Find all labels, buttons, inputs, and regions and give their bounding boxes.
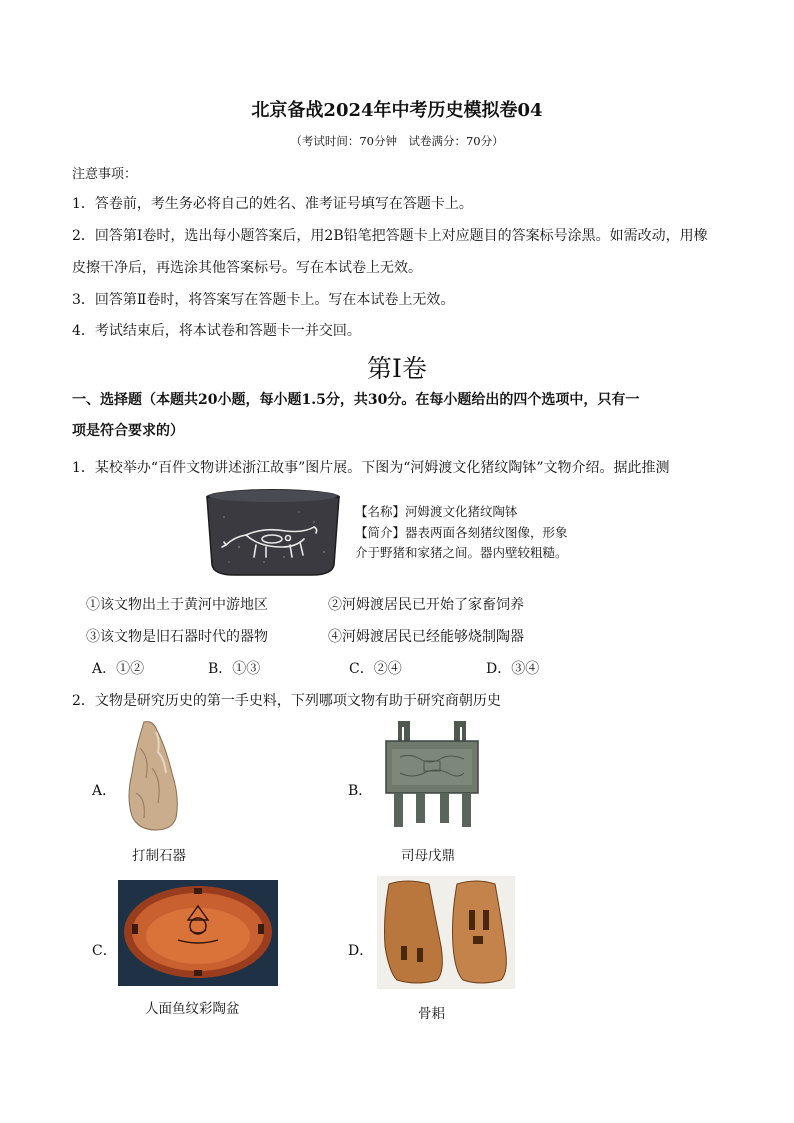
painted-pottery-basin-image: [118, 880, 278, 986]
q2-choice-a-caption: 打制石器: [132, 848, 186, 864]
q1-option-a[interactable]: A．①②: [92, 661, 145, 677]
q2-choice-b-letter[interactable]: B．: [348, 783, 373, 799]
notice-heading: 注意事项：: [72, 167, 138, 182]
section-intro-line-2: 项是符合要求的）: [72, 423, 184, 439]
q1-statement-2: ②河姆渡居民已开始了家畜饲养: [328, 597, 524, 613]
exam-title: 北京备战2024年中考历史模拟卷04: [251, 100, 543, 121]
q1-statement-1: ①该文物出土于黄河中游地区: [86, 597, 268, 613]
q1-option-b[interactable]: B．①③: [208, 661, 261, 677]
pig-pattern-pottery-bowl-image: [204, 487, 342, 577]
bone-spade-image: [377, 876, 515, 989]
q1-card-intro-1: 【简介】器表两面各刻猪纹图像，形象: [355, 525, 568, 540]
section-title: 第Ⅰ卷: [367, 354, 427, 383]
simuwu-ding-image: [380, 719, 484, 831]
q2-choice-c-letter[interactable]: C．: [92, 943, 117, 959]
q1-card-intro-2: 介于野猪和家猪之间。器内壁较粗糙。: [355, 545, 568, 560]
notice-item-3: 3．回答第Ⅱ卷时，将答案写在答题卡上。写在本试卷上无效。: [72, 292, 455, 308]
q1-option-d[interactable]: D．③④: [486, 661, 540, 677]
q2-choice-d-caption: 骨耜: [418, 1006, 445, 1022]
q2-choice-a-letter[interactable]: A．: [92, 783, 117, 799]
q2-choice-c-caption: 人面鱼纹彩陶盆: [145, 1001, 240, 1017]
q1-statement-3: ③该文物是旧石器时代的器物: [86, 629, 268, 645]
q1-card-name: 【名称】河姆渡文化猪纹陶钵: [355, 504, 518, 519]
q2-choice-b-caption: 司母戊鼎: [401, 848, 455, 864]
section-intro-line-1: 一、选择题（本题共20小题，每小题1.5分，共30分。在每小题给出的四个选项中，只有一: [72, 392, 640, 408]
q1-statement-4: ④河姆渡居民已经能够烧制陶器: [328, 629, 524, 645]
q2-choice-d-letter[interactable]: D．: [348, 943, 374, 959]
notice-item-2: 2．回答第Ⅰ卷时，选出每小题答案后，用2B铅笔把答题卡上对应题目的答案标号涂黑。如需改动，用橡: [72, 228, 708, 244]
notice-item-4: 4．考试结束后，将本试卷和答题卡一并交回。: [72, 323, 361, 339]
q2-stem: 2．文物是研究历史的第一手史料，下列哪项文物有助于研究商朝历史: [72, 693, 501, 709]
exam-subtitle: （考试时间：70分钟 试卷满分：70分）: [290, 134, 504, 148]
q1-option-c[interactable]: C．②④: [349, 661, 402, 677]
notice-item-2-cont: 皮擦干净后，再选涂其他答案标号。写在本试卷上无效。: [72, 260, 422, 276]
stone-tool-image: [122, 718, 182, 833]
notice-item-1: 1．答卷前，考生务必将自己的姓名、准考证号填写在答题卡上。: [72, 196, 473, 212]
q1-stem: 1．某校举办“百件文物讲述浙江故事”图片展。下图为“河姆渡文化猪纹陶钵”文物介绍。据此推测: [72, 460, 670, 476]
